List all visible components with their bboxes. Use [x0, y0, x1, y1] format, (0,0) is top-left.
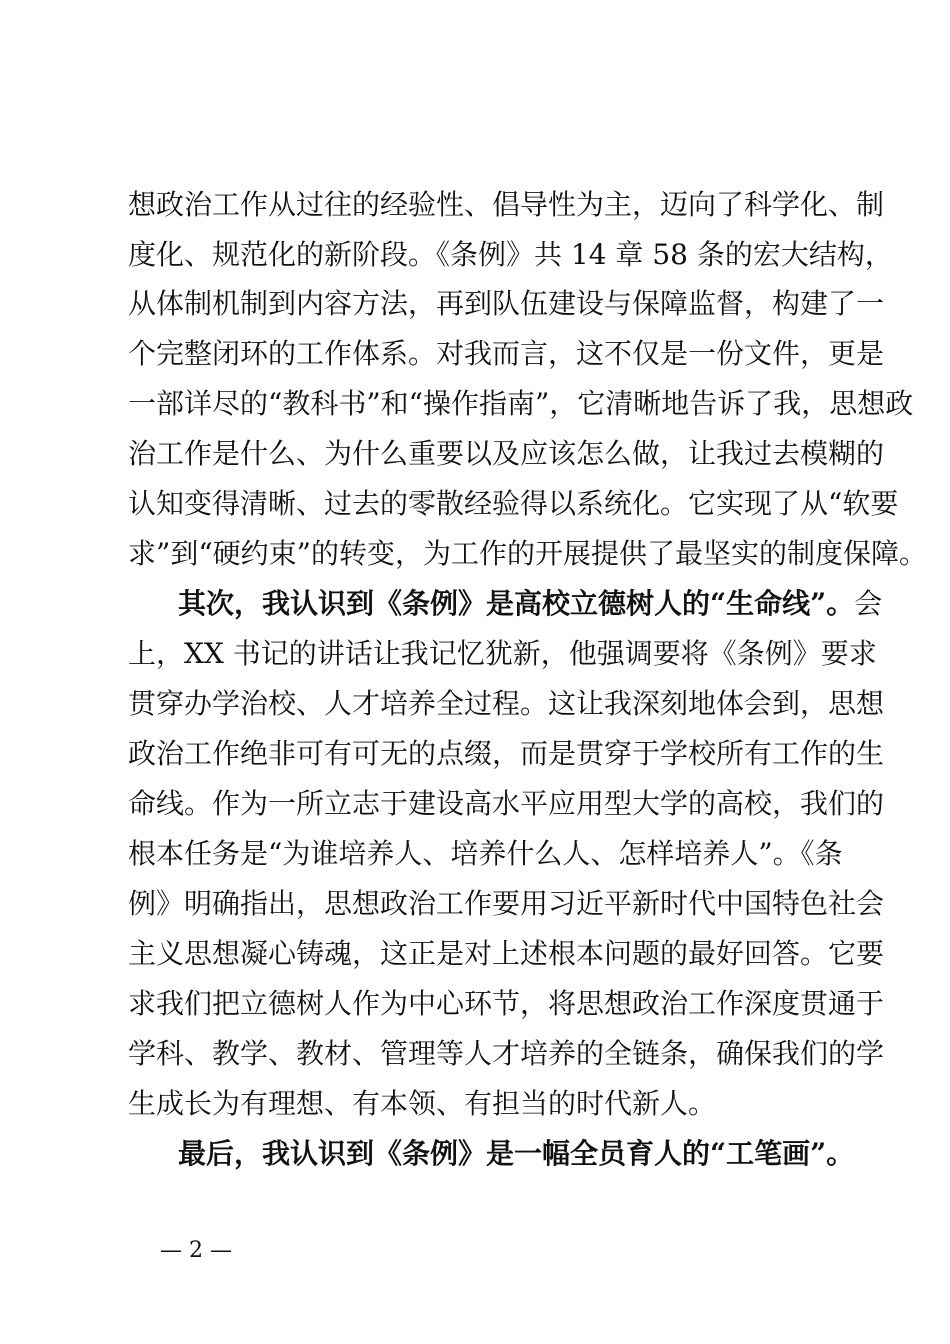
paragraph2-line-11: 生成长为有理想、有本领、有担当的时代新人。 — [128, 1087, 717, 1120]
paragraph2-line-9: 求我们把立德树人作为中心环节，将思想政治工作深度贯通于 — [128, 987, 885, 1020]
paragraph1-line-8: 求”到“硬约束”的转变，为工作的开展提供了最坚实的制度保障。 — [128, 537, 927, 570]
paragraph1-line-6: 治工作是什么、为什么重要以及应该怎么做，让我过去模糊的 — [128, 437, 885, 470]
paragraph2-line-8: 主义思想凝心铸魂，这正是对上述根本问题的最好回答。它要 — [128, 937, 885, 970]
paragraph2-line-2: 上，XX 书记的讲话让我记忆犹新，他强调要将《条例》要求 — [128, 637, 877, 670]
paragraph2-line-4: 政治工作绝非可有可无的点缀，而是贯穿于学校所有工作的生 — [128, 737, 885, 770]
paragraph1-line-1: 想政治工作从过往的经验性、倡导性为主，迈向了科学化、制 — [128, 188, 885, 221]
paragraph2-first-line — [178, 587, 883, 621]
paragraph3-heading: 最后，我认识到《条例》是一幅全员育人的“工笔画”。 — [178, 1137, 855, 1170]
paragraph1-line-7: 认知变得清晰、过去的零散经验得以系统化。它实现了从“软要 — [128, 487, 899, 520]
paragraph2-line-6: 根本任务是“为谁培养人、培养什么人、怎样培养人”。《条 — [128, 837, 843, 870]
paragraph2-first-line-tail: 会 — [854, 587, 883, 620]
paragraph2-line-5: 命线。作为一所立志于建设高水平应用型大学的高校，我们的 — [128, 787, 885, 820]
paragraph1-line-2: 度化、规范化的新阶段。《条例》共 14 章 58 条的宏大结构， — [128, 238, 893, 271]
page-number: — 2 — — [160, 1238, 232, 1263]
paragraph2-line-10: 学科、教学、教材、管理等人才培养的全链条，确保我们的学 — [128, 1037, 885, 1070]
paragraph2-line-3: 贯穿办学治校、人才培养全过程。这让我深刻地体会到，思想 — [128, 687, 885, 720]
paragraph1-line-4: 个完整闭环的工作体系。对我而言，这不仅是一份文件，更是 — [128, 337, 885, 370]
paragraph2-line-7: 例》明确指出，思想政治工作要用习近平新时代中国特色社会 — [128, 887, 885, 920]
paragraph1-line-3: 从体制机制到内容方法，再到队伍建设与保障监督，构建了一 — [128, 287, 885, 320]
paragraph1-line-5: 一部详尽的“教科书”和“操作指南”，它清晰地告诉了我，思想政 — [128, 387, 914, 420]
paragraph2-heading: 其次，我认识到《条例》是高校立德树人的“生命线”。 — [178, 587, 855, 620]
